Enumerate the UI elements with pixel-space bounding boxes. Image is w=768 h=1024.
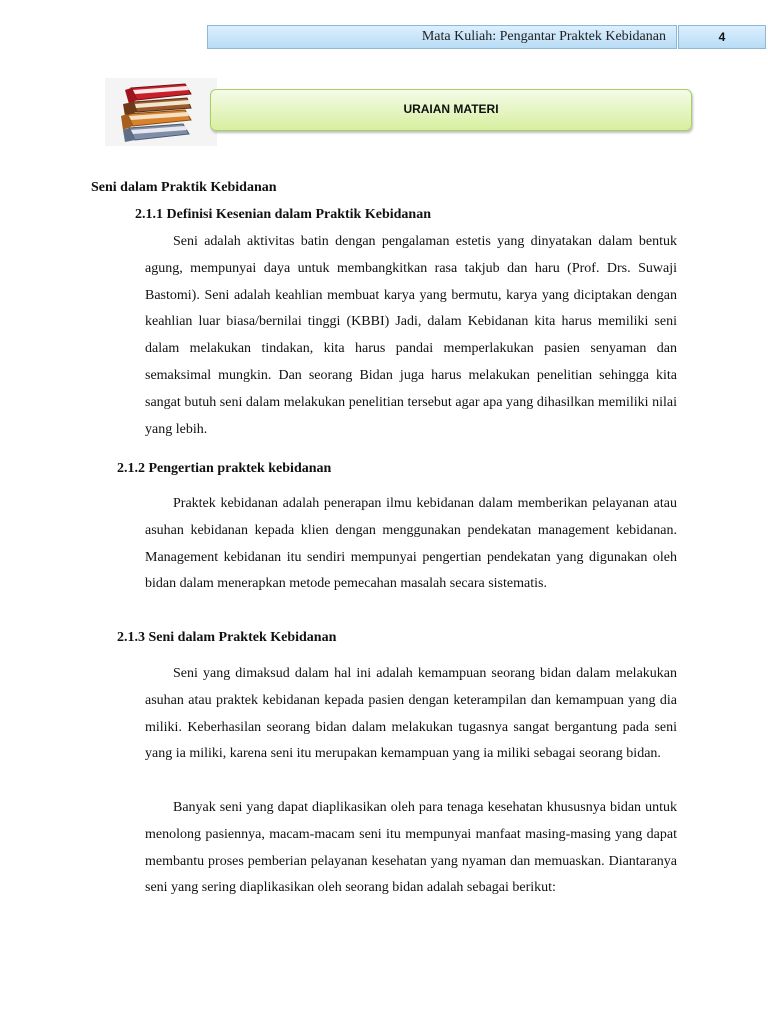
subsection-title-1: 2.1.1 Definisi Kesenian dalam Praktik Kebidanan [135, 207, 431, 222]
paragraph-3: Seni yang dimaksud dalam hal ini adalah kemampuan seorang bidan dalam melakukan asuhan atau praktek kebidanan kepada pasien dengan keterampilan dan kemampuan yang dia miliki. Keberhasilan seorang bidan dalam melakukan tugasnya sangat bergantung pada seni yang ia miliki, karena seni itu merupakan kemampuan yang ia miliki sebagai seorang bidan. [145, 666, 677, 762]
section-title: Seni dalam Praktik Kebidanan [91, 180, 277, 195]
paragraph-1: Seni adalah aktivitas batin dengan pengalaman estetis yang dinyatakan dalam bentuk agung, mempunyai daya untuk membangkitkan rasa takjub dan haru (Prof. Drs. Suwaji Bastomi). Seni adalah keahlian membuat karya yang bermutu, karya yang diciptakan dengan keahlian luar biasa/bernilai tinggi (KBBI) Jadi, dalam Kebidanan kita harus memiliki seni dalam melakukan tindakan, kita harus pandai memperlakukan pasien senyaman dan semaksimal mungkin. Dan seorang Bidan juga harus melakukan penelitian sehingga kita sangat butuh seni dalam melakukan penelitian tersebut agar apa yang dihasilkan memiliki nilai yang lebih. [145, 234, 677, 437]
page-number: 4 [678, 25, 766, 49]
subsection-title-3: 2.1.3 Seni dalam Praktek Kebidanan [117, 630, 337, 645]
banner-label: URAIAN MATERI [403, 102, 499, 116]
section-banner [210, 89, 692, 131]
books-stack-icon [105, 78, 217, 146]
header-bar [207, 25, 677, 49]
paragraph-4: Banyak seni yang dapat diaplikasikan oleh para tenaga kesehatan khususnya bidan untuk menolong pasiennya, macam-macam seni itu mempunyai manfaat masing-masing yang dapat membantu proses pemberian pelayanan kesehatan yang nyaman dan memuaskan. Diantaranya seni yang sering diaplikasikan oleh seorang bidan adalah sebagai berikut: [145, 800, 677, 896]
subsection-title-2: 2.1.2 Pengertian praktek kebidanan [117, 461, 332, 476]
paragraph-2: Praktek kebidanan adalah penerapan ilmu kebidanan dalam memberikan pelayanan atau asuhan kebidanan kepada klien dengan menggunakan pendekatan management kebidanan. Management kebidanan itu sendiri mempunyai pengertian pendekatan yang digunakan oleh bidan dalam menerapkan metode pemecahan masalah secara sistematis. [145, 496, 677, 592]
course-title: Mata Kuliah: Pengantar Praktek Kebidanan [421, 29, 666, 44]
